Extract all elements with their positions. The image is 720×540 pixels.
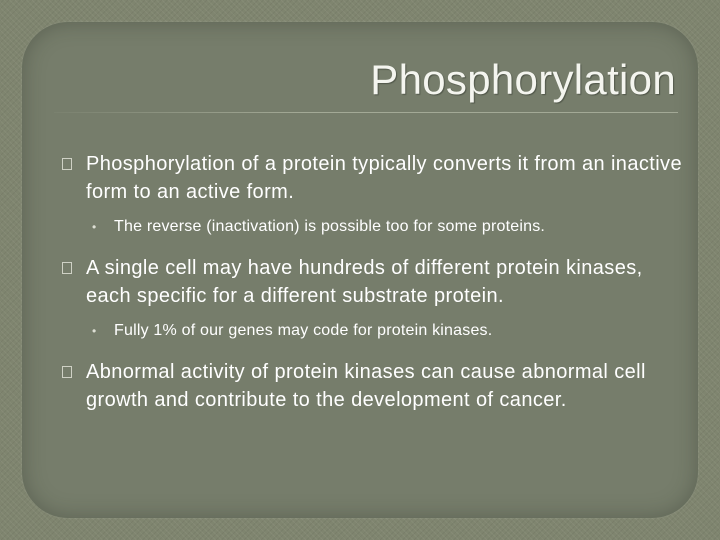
square-bullet-icon bbox=[62, 366, 72, 378]
sub-bullet-item bbox=[62, 216, 682, 238]
bullet-item bbox=[62, 254, 682, 310]
square-bullet-icon bbox=[62, 262, 72, 274]
bullet-text: Phosphorylation of a protein typically converts it from an inactive form to an active form. bbox=[86, 153, 682, 203]
bullet-text: A single cell may have hundreds of different protein kinases, each specific for a different substrate protein. bbox=[86, 257, 643, 307]
sub-bullet-text: The reverse (inactivation) is possible too for some proteins. bbox=[114, 218, 546, 235]
square-bullet-icon bbox=[62, 158, 72, 170]
bullet-item bbox=[62, 150, 682, 206]
bullet-item bbox=[62, 358, 682, 414]
dot-bullet-icon: • bbox=[92, 220, 97, 234]
dot-bullet-icon: • bbox=[92, 324, 97, 338]
sub-bullet-item bbox=[62, 320, 682, 342]
slide-content bbox=[62, 150, 682, 428]
bullet-text: Abnormal activity of protein kinases can cause abnormal cell growth and contribute to the development of cancer. bbox=[86, 361, 646, 411]
slide-title: Phosphorylation bbox=[370, 56, 676, 103]
title-divider bbox=[54, 112, 678, 113]
sub-bullet-text: Fully 1% of our genes may code for protein kinases. bbox=[114, 322, 493, 339]
